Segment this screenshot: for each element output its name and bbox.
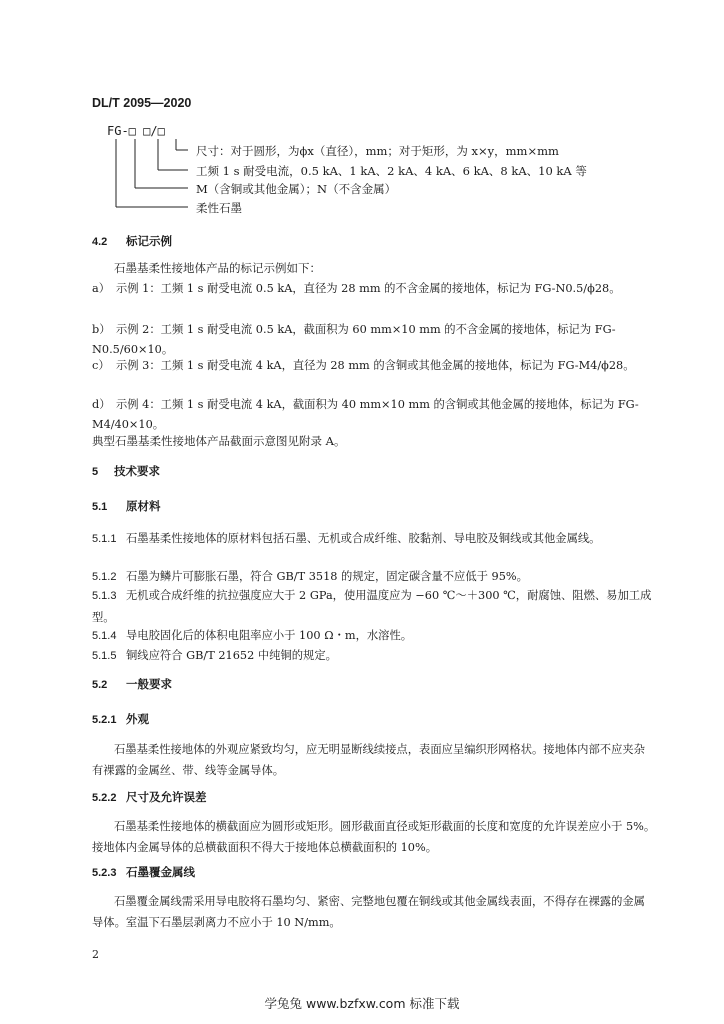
clause-text: 石墨基柔性接地体的原材料包括石墨、无机或合成纤维、胶黏剂、导电胶及铜线或其他金属线。 <box>126 532 601 545</box>
list-text: 示例 2：工频 1 s 耐受电流 0.5 kA，截面积为 60 mm×10 mm 的不含金属的接地体，标记为 FG-N0.5/60×10。 <box>92 323 616 356</box>
list-label: c） <box>92 359 110 372</box>
section-number: 5.2.2 <box>92 792 117 804</box>
clause-number: 5.1.3 <box>92 590 117 602</box>
paragraph-5-2-2: 石墨基柔性接地体的横截面应为圆形或矩形。圆形截面直径或矩形截面的长度和宽度的允许误差应小于 5%。接地体内金属导体的总横截面积不得大于接地体总横截面积的 10%。 <box>92 820 656 854</box>
section-number: 5.2 <box>92 679 108 691</box>
list-text: 示例 3：工频 1 s 耐受电流 4 kA，直径为 28 mm 的含铜或其他金属的接地体，标记为 FG-M4/ϕ28。 <box>116 359 635 372</box>
list-item <box>92 279 656 299</box>
list-text: 示例 1：工频 1 s 耐受电流 0.5 kA，直径为 28 mm 的不含金属的接地体，标记为 FG-N0.5/ϕ28。 <box>116 282 621 295</box>
section-title: 外观 <box>126 712 149 726</box>
clause-text: 铜线应符合 GB/T 21652 中纯铜的规定。 <box>126 649 337 662</box>
clause-5-1-4 <box>92 625 656 647</box>
standard-number: DL/T 2095—2020 <box>92 96 192 110</box>
clause-text: 石墨为鳞片可膨胀石墨，符合 GB/T 3518 的规定，固定碳含量不应低于 95%。 <box>126 570 528 583</box>
list-label: d） <box>92 398 111 411</box>
section-title: 一般要求 <box>126 677 172 691</box>
legend-metal: M（含铜或其他金属）；N（不含金属） <box>196 182 397 196</box>
clause-5-1-1 <box>92 528 656 550</box>
clause-number: 5.1.2 <box>92 571 117 583</box>
legend-graphite: 柔性石墨 <box>196 201 242 215</box>
section-heading-5 <box>92 463 160 479</box>
section-intro: 石墨基柔性接地体产品的标记示例如下： <box>114 261 321 275</box>
list-item <box>92 395 656 435</box>
clause-text: 无机或合成纤维的抗拉强度应大于 2 GPa，使用温度应为 −60 ℃～＋300 ℃，耐腐蚀、阻燃、易加工成型。 <box>92 589 652 624</box>
section-title: 石墨覆金属线 <box>126 865 195 879</box>
section-title: 标记示例 <box>126 234 172 248</box>
section-heading-5-1 <box>92 498 161 514</box>
page-number: 2 <box>92 948 99 961</box>
section-title: 技术要求 <box>114 464 160 478</box>
code-format: FG-□ □/□ <box>107 124 165 138</box>
list-label: a） <box>92 282 111 295</box>
clause-5-1-5 <box>92 645 656 667</box>
section-number: 5.1 <box>92 501 108 513</box>
clause-number: 5.1.1 <box>92 533 117 545</box>
section-title: 原材料 <box>126 499 161 513</box>
clause-number: 5.1.5 <box>92 650 117 662</box>
annex-note: 典型石墨基柔性接地体产品截面示意图见附录 A。 <box>92 434 346 448</box>
clause-text: 导电胶固化后的体积电阻率应小于 100 Ω・m，水溶性。 <box>126 629 413 642</box>
section-heading-5-2-3 <box>92 864 195 880</box>
list-text: 示例 4：工频 1 s 耐受电流 4 kA，截面积为 40 mm×10 mm 的含铜或其他金属的接地体，标记为 FG-M4/40×10。 <box>92 398 639 431</box>
list-item <box>92 320 656 360</box>
section-number: 4.2 <box>92 236 108 248</box>
section-heading-5-2-2 <box>92 789 207 805</box>
section-heading-5-2 <box>92 676 172 692</box>
list-label: b） <box>92 323 111 336</box>
section-heading-5-2-1 <box>92 711 149 727</box>
legend-current: 工频 1 s 耐受电流，0.5 kA、1 kA、2 kA、4 kA、6 kA、8 kA、10 kA 等 <box>196 164 587 178</box>
section-number: 5 <box>92 466 99 478</box>
clause-number: 5.1.4 <box>92 630 117 642</box>
legend-size: 尺寸：对于圆形，为ϕx（直径），mm；对于矩形，为 x×y，mm×mm <box>196 144 559 158</box>
section-number: 5.2.1 <box>92 714 117 726</box>
section-heading-4-2 <box>92 233 172 249</box>
paragraph-5-2-1: 石墨基柔性接地体的外观应紧致均匀，应无明显断线续接点，表面应呈编织形网格状。接地体内部不应夹杂有裸露的金属丝、带、线等金属导体。 <box>92 743 645 777</box>
list-item <box>92 356 656 376</box>
footer-watermark: 学兔兔 www.bzfxw.com 标准下载 <box>264 996 460 1011</box>
section-number: 5.2.3 <box>92 867 117 879</box>
clause-5-1-3 <box>92 585 656 628</box>
paragraph-5-2-3: 石墨覆金属线需采用导电胶将石墨均匀、紧密、完整地包覆在铜线或其他金属线表面，不得存在裸露的金属导体。室温下石墨层剥离力不应小于 10 N/mm。 <box>92 895 645 929</box>
section-title: 尺寸及允许误差 <box>126 790 207 804</box>
